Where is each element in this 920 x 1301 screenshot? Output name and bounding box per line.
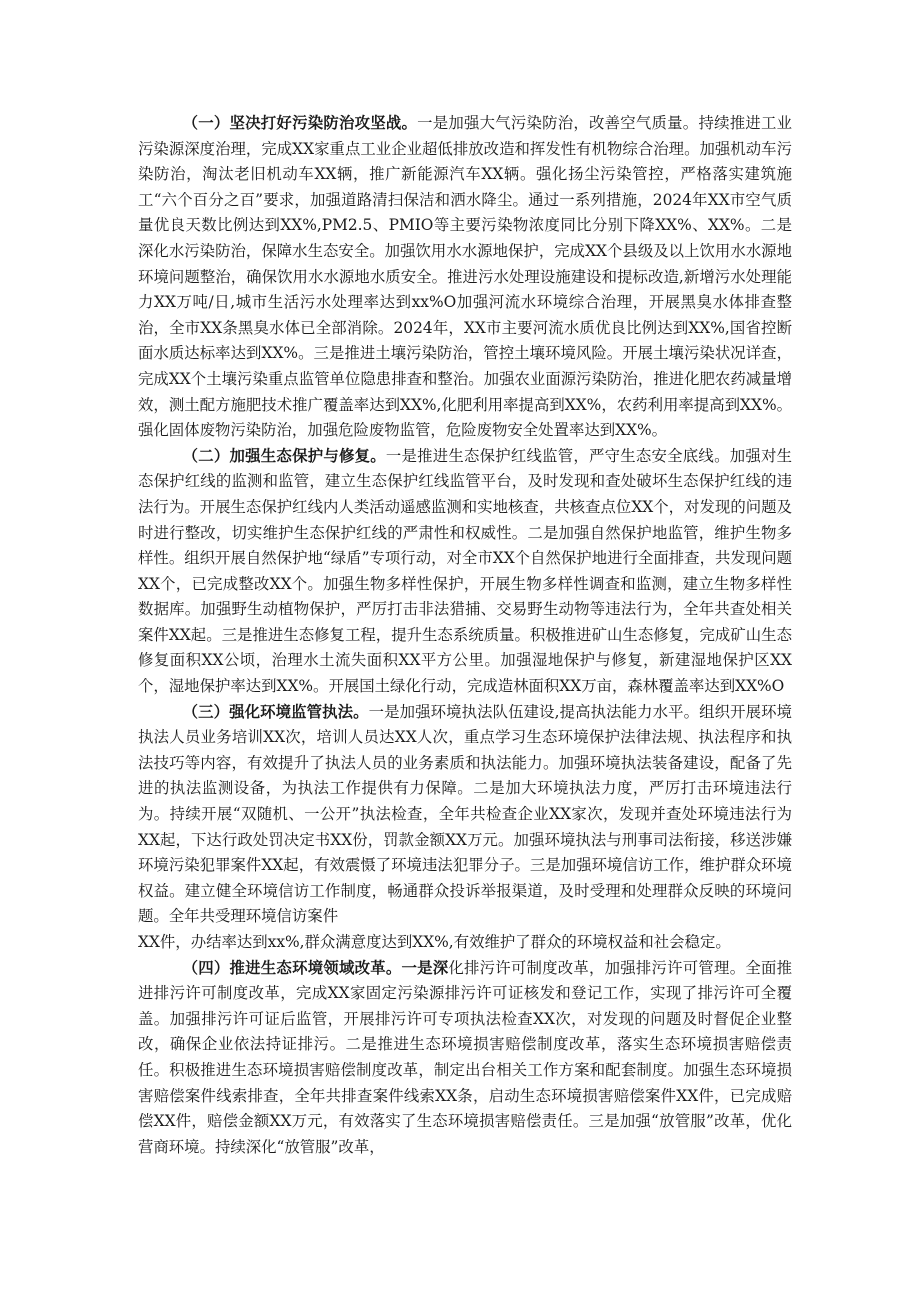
section-2-heading: （二）加强生态保护与修复。 (182, 446, 386, 465)
section-3 (138, 700, 792, 930)
section-1-heading: （一）坚决打好污染防治攻坚战。 (182, 114, 418, 132)
section-4 (138, 956, 792, 1161)
document-page (138, 111, 792, 1160)
section-2 (138, 444, 792, 700)
section-2-body: 一是推进生态保护红线监管，严守生态安全底线。加强对生态保护红线的监测和监管，建立生态保护红线监管平台，及时发现和查处破坏生态保护红线的违法行为。开展生态保护红线内人类活动遥感监测和实地核查，共核查点位XX个，对发现的问题及时进行整改，切实维护生态保护红线的严肃性和权威性。二是加强自然保护地监管，维护生物多样性。组织开展自然保护地“绿盾”专项行动，对全市XX个自然保护地进行全面排查，共发现问题XX个，已完成整改XX个。加强生物多样性保护，开展生物多样性调查和监测，建立生物多样性数据库。加强野生动植物保护，严厉打击非法猎捕、交易野生动物等违法行为，全年共查处相关案件XX起。三是推进生态修复工程，提升生态系统质量。积极推进矿山生态修复，完成矿山生态修复面积XX公顷，治理水土流失面积XX平方公里。加强湿地保护与修复，新建湿地保护区XX个，湿地保护率达到XX%。开展国土绿化行动，完成造林面积XX万亩，森林覆盖率达到XX%O (138, 446, 792, 696)
section-3-body: 一是加强环境执法队伍建设,提高执法能力水平。组织开展环境执法人员业务培训XX次，培训人员达XX人次，重点学习生态环境保护法律法规、执法程序和执法技巧等内容，有效提升了执法人员的业务素质和执法能力。加强环境执法装备建设，配备了先进的执法监测设备，为执法工作提供有力保障。二是加大环境执法力度，严厉打击环境违法行为。持续开展“双随机、一公开”执法检查，全年共检查企业XX家次，发现并查处环境违法行为XX起，下达行政处罚决定书XX份，罚款金额XX万元。加强环境执法与刑事司法衔接，移送涉嫌环境污染犯罪案件XX起，有效震慑了环境违法犯罪分子。三是加强环境信访工作，维护群众环境权益。建立健全环境信访工作制度，畅通群众投诉举报渠道，及时受理和处理群众反映的环境问题。全年共受理环境信访案件 (138, 702, 792, 926)
section-3-heading: （三）强化环境监管执法。 (182, 702, 369, 721)
section-1 (138, 111, 792, 444)
section-4-heading: （四）推进生态环境领域改革。一是深 (182, 958, 449, 977)
section-4-body: 化排污许可制度改革，加强排污许可管理。全面推进排污许可制度改革，完成XX家固定污染源排污许可证核发和登记工作，实现了排污许可全覆盖。加强排污许可证后监管，开展排污许可专项执法检查XX次，对发现的问题及时督促企业整改，确保企业依法持证排污。二是推进生态环境损害赔偿制度改革，落实生态环境损害赔偿责任。积极推进生态环境损害赔偿制度改革，制定出台相关工作方案和配套制度。加强生态环境损害赔偿案件线索排查，全年共排查案件线索XX条，启动生态环境损害赔偿案件XX件，已完成赔偿XX件，赔偿金额XX万元，有效落实了生态环境损害赔偿责任。三是加强“放管服”改革，优化营商环境。持续深化“放管服”改革， (138, 958, 792, 1156)
section-3-continuation (138, 930, 792, 956)
section-1-body: 一是加强大气污染防治，改善空气质量。持续推进工业污染源深度治理，完成XX家重点工业企业超低排放改造和挥发性有机物综合治理。加强机动车污染防治，淘汰老旧机动车XX辆，推广新能源汽车XX辆。强化扬尘污染管控，严格落实建筑施工“六个百分之百”要求，加强道路清扫保洁和洒水降尘。通过一系列措施，2024年XX市空气质量优良天数比例达到XX%,PM2.5、PMIO等主要污染物浓度同比分别下降XX%、XX%。二是深化水污染防治，保障水生态安全。加强饮用水水源地保护，完成XX个县级及以上饮用水水源地环境问题整治，确保饮用水水源地水质安全。推进污水处理设施建设和提标改造,新增污水处理能力XX万吨/日,城市生活污水处理率达到xx%O加强河流水环境综合治理，开展黑臭水体排查整治，全市XX条黑臭水体已全部消除。2024年，XX市主要河流水质优良比例达到XX%,国省控断面水质达标率达到XX%。三是推进土壤污染防治，管控土壤环境风险。开展土壤污染状况详查，完成XX个土壤污染重点监管单位隐患排查和整治。加强农业面源污染防治，推进化肥农药减量增效，测土配方施肥技术推广覆盖率达到XX%,化肥利用率提高到XX%，农药利用率提高到XX%。强化固体废物污染防治，加强危险废物监管，危险废物安全处置率达到XX%。 (138, 114, 792, 440)
section-3-continuation-body: XX件，办结率达到xx%,群众满意度达到XX%,有效维护了群众的环境权益和社会稳定。 (138, 933, 731, 951)
